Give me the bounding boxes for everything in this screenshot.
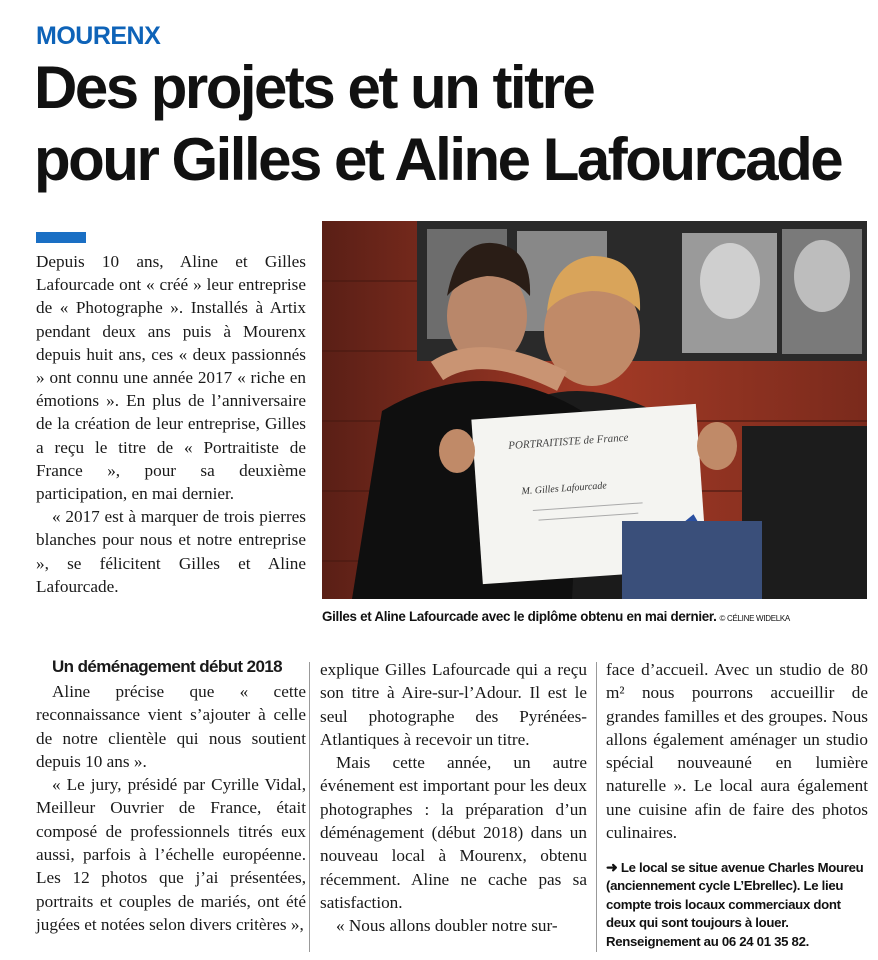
column-1-paragraph-2: « Le jury, présidé par Cyrille Vidal, Meilleur Ouvrier de France, était composé de professionnels titrés eux aussi, parfois à l’échelle européenne. Les 12 photos que j’ai présentées, portraits et couples de mariés, ont été jugées et notées selon divers critères », [36, 775, 306, 934]
photo-caption [322, 609, 872, 624]
article-column-1 [36, 655, 306, 936]
arrow-icon: ➜ [606, 859, 618, 875]
column-divider [596, 662, 597, 952]
intro-paragraph-1: Depuis 10 ans, Aline et Gilles Lafourcade ont « créé » leur entreprise de « Photographe ». Installés à Artix pendant deux ans puis à Mourenx depuis huit ans, ces « deux passionnés » ont connu une année 2017 « riche en émotions ». En plus de l’anniversaire de la création de leur entreprise, Gilles a reçu le titre de « Portraitiste de France », pour sa deuxième participation, en mai dernier. [36, 252, 306, 504]
article-column-2 [320, 658, 587, 938]
section-subhead: Un déménagement début 2018 [52, 657, 283, 676]
certificate-name: M. Gilles Lafourcade [521, 480, 608, 498]
photo-credit: © CÉLINE WIDELKA [719, 614, 790, 623]
info-text: Le local se situe avenue Charles Moureu (anciennement cycle L’Ebrellec). Le lieu compte trois locaux commerciaux dont deux qui sont toujours à louer. Renseignement au 06 24 01 35 82. [606, 860, 864, 949]
column-2-paragraph-3: « Nous allons doubler notre sur- [336, 916, 558, 936]
caption-text: Gilles et Aline Lafourcade avec le diplôme obtenu en mai dernier. [322, 609, 717, 624]
article-photo [322, 221, 867, 599]
photo-illustration [322, 221, 867, 599]
column-divider [309, 662, 310, 952]
headline [34, 52, 864, 196]
column-2-paragraph-1: explique Gilles Lafourcade qui a reçu son titre à Aire-sur-l’Adour. Il est le seul photographe des Pyrénées-Atlantiques à recevoir un titre. [320, 660, 587, 749]
column-2-paragraph-2: Mais cette année, un autre événement est important pour les deux photographes : la préparation d’un déménagement (début 2018) dans un nouveau local à Mourenx, obtenu récemment. Aline ne cache pas sa satisfaction. [320, 753, 587, 912]
section-kicker: MOURENX [36, 22, 161, 50]
column-3-paragraph-1: face d’accueil. Avec un studio de 80 m² nous pourrons accueillir de grandes familles et des groupes. Nous allons également aménager un studio spécial nouveauné en lumière naturelle ». Le local aura également une cuisine afin de faire des photos culinaires. [606, 660, 868, 843]
headline-line-2: pour Gilles et Aline Lafourcade [34, 126, 842, 193]
intro-paragraph-2: « 2017 est à marquer de trois pierres blanches pour nous et notre entreprise », se félicitent Gilles et Aline Lafourcade. [36, 507, 306, 596]
article-column-3 [606, 658, 868, 844]
column-1-paragraph-1: Aline précise que « cette reconnaissance vient s’ajouter à celle de notre clientèle qui nous soutient depuis 10 ans ». [36, 682, 306, 771]
accent-bar [36, 232, 86, 243]
intro-text [36, 250, 306, 598]
info-box [606, 858, 868, 951]
certificate-title: PORTRAITISTE de France [507, 431, 629, 453]
headline-line-1: Des projets et un titre [34, 54, 594, 121]
